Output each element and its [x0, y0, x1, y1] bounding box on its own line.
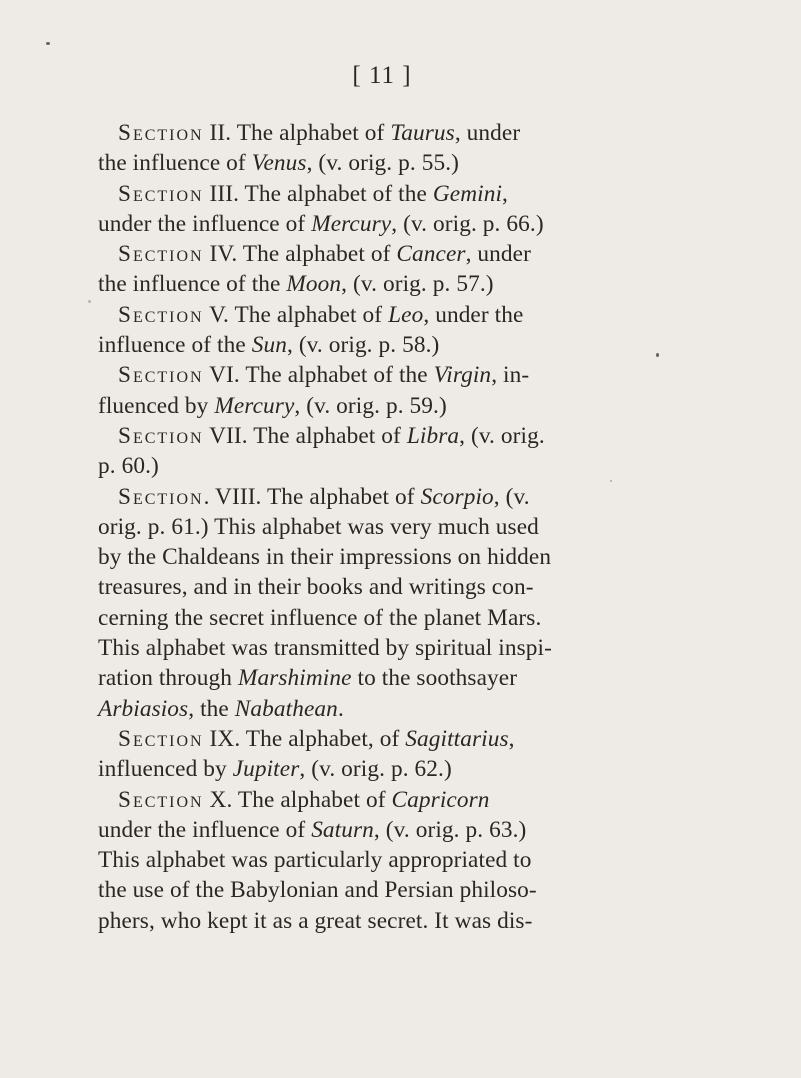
- text-run: p. 60.): [98, 453, 159, 480]
- text-run: , under the: [423, 301, 524, 328]
- text-run: influence of the: [98, 332, 252, 359]
- text-run: , under: [454, 120, 521, 146]
- text-line: [98, 845, 638, 875]
- paper-speck: [656, 353, 659, 357]
- italic-term: Libra: [406, 422, 460, 449]
- text-run: , (v. orig. p. 62.): [299, 756, 452, 783]
- italic-term: Arbiasios: [98, 695, 189, 722]
- text-run: X. The alphabet of: [203, 786, 392, 813]
- text-run: VII. The alphabet of: [203, 422, 407, 449]
- text-run: the influence of: [98, 150, 252, 177]
- section-label: Section: [118, 483, 204, 510]
- text-run: under the influence of: [98, 816, 312, 843]
- text-run: , (v. orig. p. 59.): [294, 392, 447, 419]
- text-line: [98, 875, 638, 905]
- text-run: under the influence of: [98, 210, 312, 237]
- text-line: [98, 239, 638, 269]
- italic-term: Leo: [388, 301, 424, 328]
- text-line: [98, 603, 638, 633]
- text-line: [98, 482, 638, 512]
- text-line: [98, 360, 638, 390]
- text-run: . VIII. The alphabet of: [203, 483, 421, 510]
- text-run: II. The alphabet of: [203, 120, 391, 146]
- text-run: This alphabet was transmitted by spiritual inspi-: [98, 635, 552, 662]
- section-label: Section: [118, 786, 204, 813]
- section-label: Section: [118, 422, 204, 449]
- italic-term: Capricorn: [391, 786, 490, 813]
- italic-term: Cancer: [396, 241, 466, 268]
- text-line: [98, 391, 638, 421]
- text-run: This alphabet was particularly appropriated to: [98, 847, 532, 874]
- italic-term: Jupiter: [232, 756, 300, 783]
- text-run: , (v. orig. p. 57.): [341, 271, 494, 298]
- italic-term: Scorpio: [420, 483, 494, 510]
- section-label: Section: [118, 362, 204, 389]
- text-line: [98, 785, 638, 815]
- text-run: treasures, and in their books and writings con-: [98, 574, 534, 601]
- text-line: [98, 542, 638, 572]
- text-line: [98, 300, 638, 330]
- text-run: , the: [188, 695, 235, 722]
- text-run: , (v. orig. p. 58.): [286, 332, 440, 359]
- text-line: [98, 663, 638, 693]
- section-label: Section: [118, 301, 204, 328]
- text-line: [98, 815, 638, 845]
- text-run: VI. The alphabet of the: [203, 362, 434, 389]
- text-line: [98, 148, 638, 178]
- italic-term: Virgin: [433, 362, 492, 389]
- text-run: V. The alphabet of: [203, 301, 389, 328]
- italic-term: Moon: [286, 271, 342, 298]
- section-label: Section: [118, 725, 204, 752]
- text-line: [98, 269, 638, 299]
- text-run: , under: [465, 241, 531, 268]
- text-run: ration through: [98, 665, 238, 692]
- italic-term: Saturn: [311, 816, 374, 843]
- paper-speck: [46, 42, 50, 45]
- text-line: [98, 330, 638, 360]
- text-run: , (v. orig.: [459, 422, 545, 449]
- text-run: fluenced by: [98, 392, 215, 419]
- text-run: IX. The alphabet, of: [203, 725, 406, 752]
- text-line: [98, 512, 638, 542]
- italic-term: Nabathean: [234, 695, 338, 722]
- text-run: III. The alphabet of the: [203, 180, 433, 207]
- italic-term: Sagittarius: [405, 725, 509, 752]
- text-line: [98, 906, 638, 936]
- text-run: cerning the secret influence of the planet Mars.: [98, 604, 542, 631]
- text-run: IV. The alphabet of: [203, 241, 397, 268]
- italic-term: Mercury: [311, 210, 392, 237]
- body-text: [98, 118, 638, 936]
- paper-speck: [88, 300, 91, 303]
- text-run: the influence of the: [98, 271, 287, 298]
- text-run: to the soothsayer: [351, 665, 518, 692]
- text-run: ,: [508, 725, 515, 752]
- italic-term: Marshimine: [237, 665, 352, 692]
- text-line: [98, 451, 638, 481]
- text-run: .: [337, 695, 344, 722]
- italic-term: Taurus: [390, 120, 455, 146]
- section-label: Section: [118, 241, 204, 268]
- text-run: ,: [502, 180, 508, 207]
- page-number: [ 11 ]: [352, 62, 412, 89]
- italic-term: Mercury: [214, 392, 295, 419]
- text-line: [98, 209, 638, 239]
- section-label: Section: [118, 120, 204, 146]
- text-run: , in-: [491, 362, 530, 389]
- section-label: Section: [118, 180, 204, 207]
- text-line: [98, 633, 638, 663]
- text-line: [98, 572, 638, 602]
- text-run: the use of the Babylonian and Persian philoso-: [98, 877, 537, 904]
- text-run: , (v. orig. p. 66.): [391, 210, 544, 237]
- text-run: , (v.: [493, 483, 530, 510]
- text-line: [98, 421, 638, 451]
- text-line: [98, 754, 638, 784]
- text-line: [98, 724, 638, 754]
- text-run: by the Chaldeans in their impressions on hidden: [98, 544, 552, 571]
- text-run: influenced by: [98, 756, 233, 783]
- text-run: phers, who kept it as a great secret. It was dis-: [98, 907, 533, 934]
- paper-speck: [610, 480, 612, 482]
- italic-term: Gemini: [432, 180, 503, 207]
- text-run: , (v. orig. p. 55.): [306, 150, 460, 177]
- italic-term: Sun: [251, 332, 287, 359]
- text-run: orig. p. 61.) This alphabet was very much used: [98, 513, 539, 540]
- text-line: [98, 179, 638, 209]
- italic-term: Venus: [251, 150, 307, 177]
- text-line: [98, 694, 638, 724]
- text-line: [98, 118, 638, 148]
- text-run: , (v. orig. p. 63.): [373, 816, 527, 843]
